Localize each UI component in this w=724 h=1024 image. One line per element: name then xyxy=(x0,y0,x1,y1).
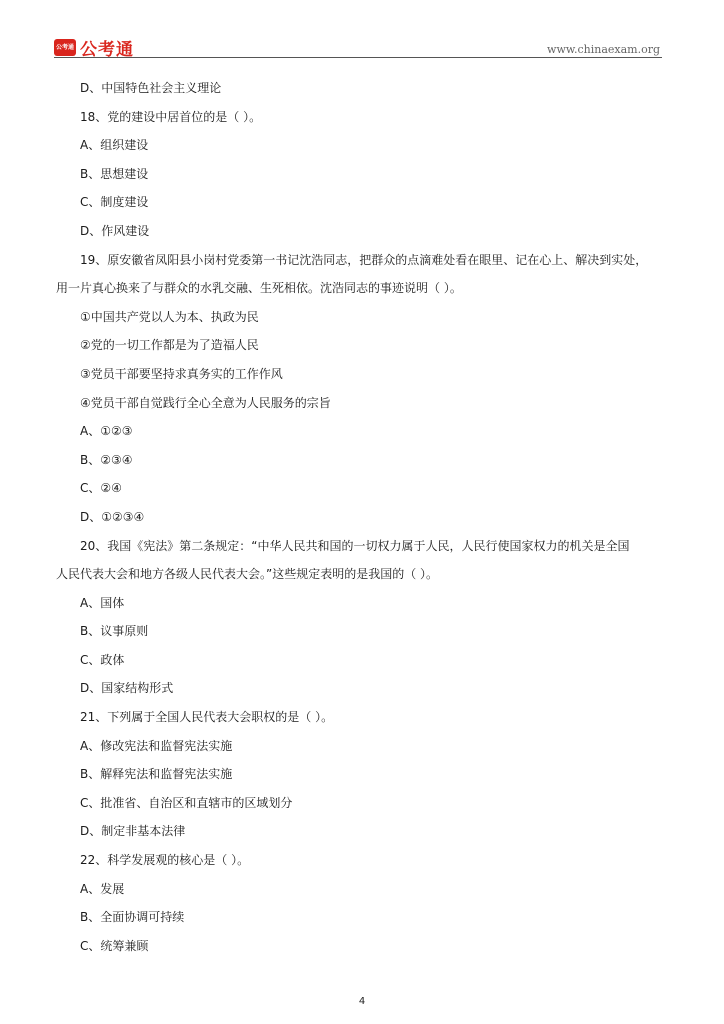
question-22: 22、科学发展观的核心是（ ）。 xyxy=(80,853,250,868)
question-21: 21、下列属于全国人民代表大会职权的是（ ）。 xyxy=(80,710,334,725)
option-line: B、思想建设 xyxy=(80,166,149,181)
logo-text: 公考通 xyxy=(80,40,134,60)
statement-line: ②党的一切工作都是为了造福人民 xyxy=(80,338,259,353)
text-line: D、中国特色社会主义理论 xyxy=(80,81,222,95)
option-line: D、制定非基本法律 xyxy=(80,824,186,839)
question-19: 19、原安徽省凤阳县小岗村党委第一书记沈浩同志，把群众的点滴难处看在眼里、记在心上、解决到实处， xyxy=(80,252,648,267)
option-line: A、修改宪法和监督宪法实施 xyxy=(80,738,233,753)
site-url: www.chinaexam.org xyxy=(547,43,660,56)
option-line: C、制度建设 xyxy=(80,195,149,210)
option-line: A、①②③ xyxy=(80,424,133,439)
statement-line: ③党员干部要坚持求真务实的工作作风 xyxy=(80,366,283,381)
option-line: D、①②③④ xyxy=(80,509,145,524)
option-line: D、作风建设 xyxy=(80,223,150,238)
page-number: 4 xyxy=(358,996,366,1007)
option-line: A、发展 xyxy=(80,881,125,896)
question-20-continued: 人民代表大会和地方各级人民代表大会。”这些规定表明的是我国的（ ）。 xyxy=(56,567,439,582)
option-line: C、政体 xyxy=(80,652,125,667)
option-line: C、统筹兼顾 xyxy=(80,938,149,953)
option-line: C、批准省、自治区和直辖市的区域划分 xyxy=(80,795,293,810)
question-20: 20、我国《宪法》第二条规定：“中华人民共和国的一切权力属于人民，人民行使国家权力的机关是全国 xyxy=(80,538,630,553)
option-line: B、②③④ xyxy=(80,452,133,467)
option-line: B、解释宪法和监督宪法实施 xyxy=(80,767,233,782)
statement-line: ①中国共产党以人为本、执政为民 xyxy=(80,309,259,324)
statement-line: ④党员干部自觉践行全心全意为人民服务的宗旨 xyxy=(80,395,331,410)
option-line: A、国体 xyxy=(80,595,125,610)
option-line: C、②④ xyxy=(80,481,122,496)
header-divider xyxy=(54,57,662,58)
logo-badge: 公考通 xyxy=(54,39,76,56)
option-line: B、议事原则 xyxy=(80,624,149,639)
document-body xyxy=(56,78,668,964)
option-line: B、全面协调可持续 xyxy=(80,910,185,925)
option-line: D、国家结构形式 xyxy=(80,681,174,696)
question-19-continued: 用一片真心换来了与群众的水乳交融、生死相依。沈浩同志的事迹说明（ ）。 xyxy=(56,281,462,296)
option-line: A、组织建设 xyxy=(80,138,149,153)
question-18: 18、党的建设中居首位的是（ ）。 xyxy=(80,109,262,124)
page-header xyxy=(54,33,662,59)
